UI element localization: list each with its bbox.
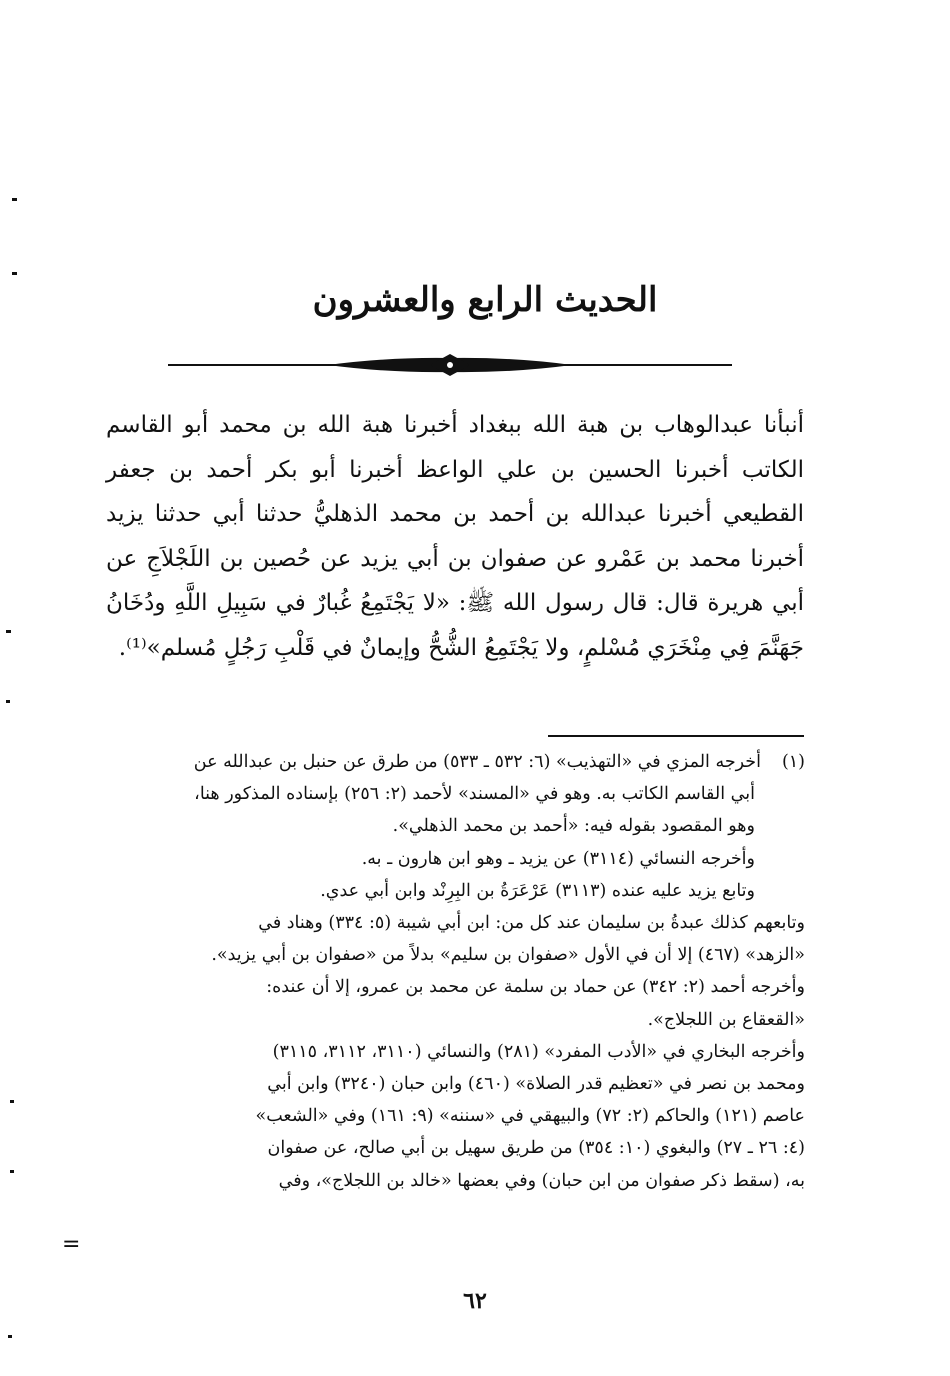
footnote-line: وأخرجه النسائي (٣١١٤) عن يزيد ـ وهو ابن هارون ـ به. (361, 848, 755, 869)
footnote-line: عاصم (١٢١) والحاكم (٢: ٧٢) والبيهقي في «سننه» (٩: ١٦١) وفي «الشعب» (255, 1106, 805, 1127)
footnote-line: به، (سقط ذكر صفوان من ابن حبان) وفي بعضها «خالد بن اللجلاج»، وفي (278, 1170, 805, 1191)
hadith-paragraph: أنبأنا عبدالوهاب بن هبة الله ببغداد أخبرنا هبة الله بن محمد أبو القاسم الكاتب أخبرنا الحسين بن علي الواعظ أخبرنا أبو بكر أحمد بن جعفر القطيعي أخبرنا عبدالله بن أحمد بن محمد الذهليُّ حدثنا أبي حدثنا يزيد أخبرنا محمد بن عَمْرو عن صفوان بن أبي يزيد عن حُصين بن اللَجْلاَجِ عن أبي هريرة قال: قال رسول الله ﷺ: «لا يَجْتَمِعُ غُبارٌ في سَبِيلِ اللَّهِ ودُخَانُ جَهَنَّمَ فِي مِنْخَرَي مُسْلمٍ، ولا يَجْتَمِعُ الشُّحُّ وإيمانٌ في قَلْبِ رَجُلٍ مُسلم»⁽¹⁾. (106, 412, 804, 661)
footnote-line: وهو المقصود بقوله فيه: «أحمد بن محمد الذهلي». (392, 816, 755, 837)
footnote-line: وأخرجه البخاري في «الأدب المفرد» (٢٨١) والنسائي (٣١١٠، ٣١١٢، ٣١١٥) (272, 1041, 805, 1062)
title-ornament (168, 350, 732, 380)
footnote-line: «الزهد» (٤٦٧) إلا أن في الأول «صفوان بن سليم» بدلاً من «صفوان بن أبي يزيد». (211, 945, 805, 966)
footnote-line: (١)أخرجه المزي في «التهذيب» (٦: ٥٣٢ ـ ٥٣٣) من طرق عن حنبل بن عبدالله عن (100, 746, 805, 778)
footnote-line: وتابعهم كذلك عبدةُ بن سليمان عند كل من: ابن أبي شيبة (٥: ٣٣٤) وهناد في (258, 913, 805, 934)
scan-speck (10, 1100, 14, 1103)
footnote-separator (548, 735, 804, 737)
footnote-number: (١) (781, 752, 805, 772)
continuation-mark: = (62, 1232, 81, 1257)
hadith-title: الحديث الرابع والعشرون (312, 280, 658, 320)
hadith-text (106, 403, 804, 670)
page-number: ٦٢ (463, 1288, 487, 1314)
footnote-line: وتابع يزيد عليه عنده (٣١١٣) عَرْعَرَةُ بن البِرِنْد وابن أبي عدي. (320, 880, 755, 901)
scan-speck (12, 272, 17, 275)
footnote-line: «القعقاع بن اللجلاج». (647, 1009, 805, 1030)
footnote-line: أبي القاسم الكاتب به. وهو في «المسند» لأحمد (٢: ٢٥٦) بإسناده المذكور هنا، (194, 784, 755, 805)
scan-speck (12, 198, 17, 201)
footnote-line: وأخرجه أحمد (٢: ٣٤٢) عن حماد بن سلمة عن محمد بن عمرو، إلا أن عنده: (266, 977, 805, 998)
scan-speck (6, 630, 11, 633)
scan-speck (8, 1335, 12, 1338)
scan-speck (10, 1170, 14, 1173)
footnote-line: ومحمد بن نصر في «تعظيم قدر الصلاة» (٤٦٠) وابن حبان (٣٢٤٠) وابن أبي (267, 1074, 805, 1095)
footnote-line: (٤: ٢٦ ـ ٢٧) والبغوي (١٠: ٣٥٤) من طريق سهيل بن أبي صالح، عن صفوان (267, 1138, 805, 1159)
scan-speck (6, 700, 10, 703)
footnotes (100, 746, 805, 1197)
